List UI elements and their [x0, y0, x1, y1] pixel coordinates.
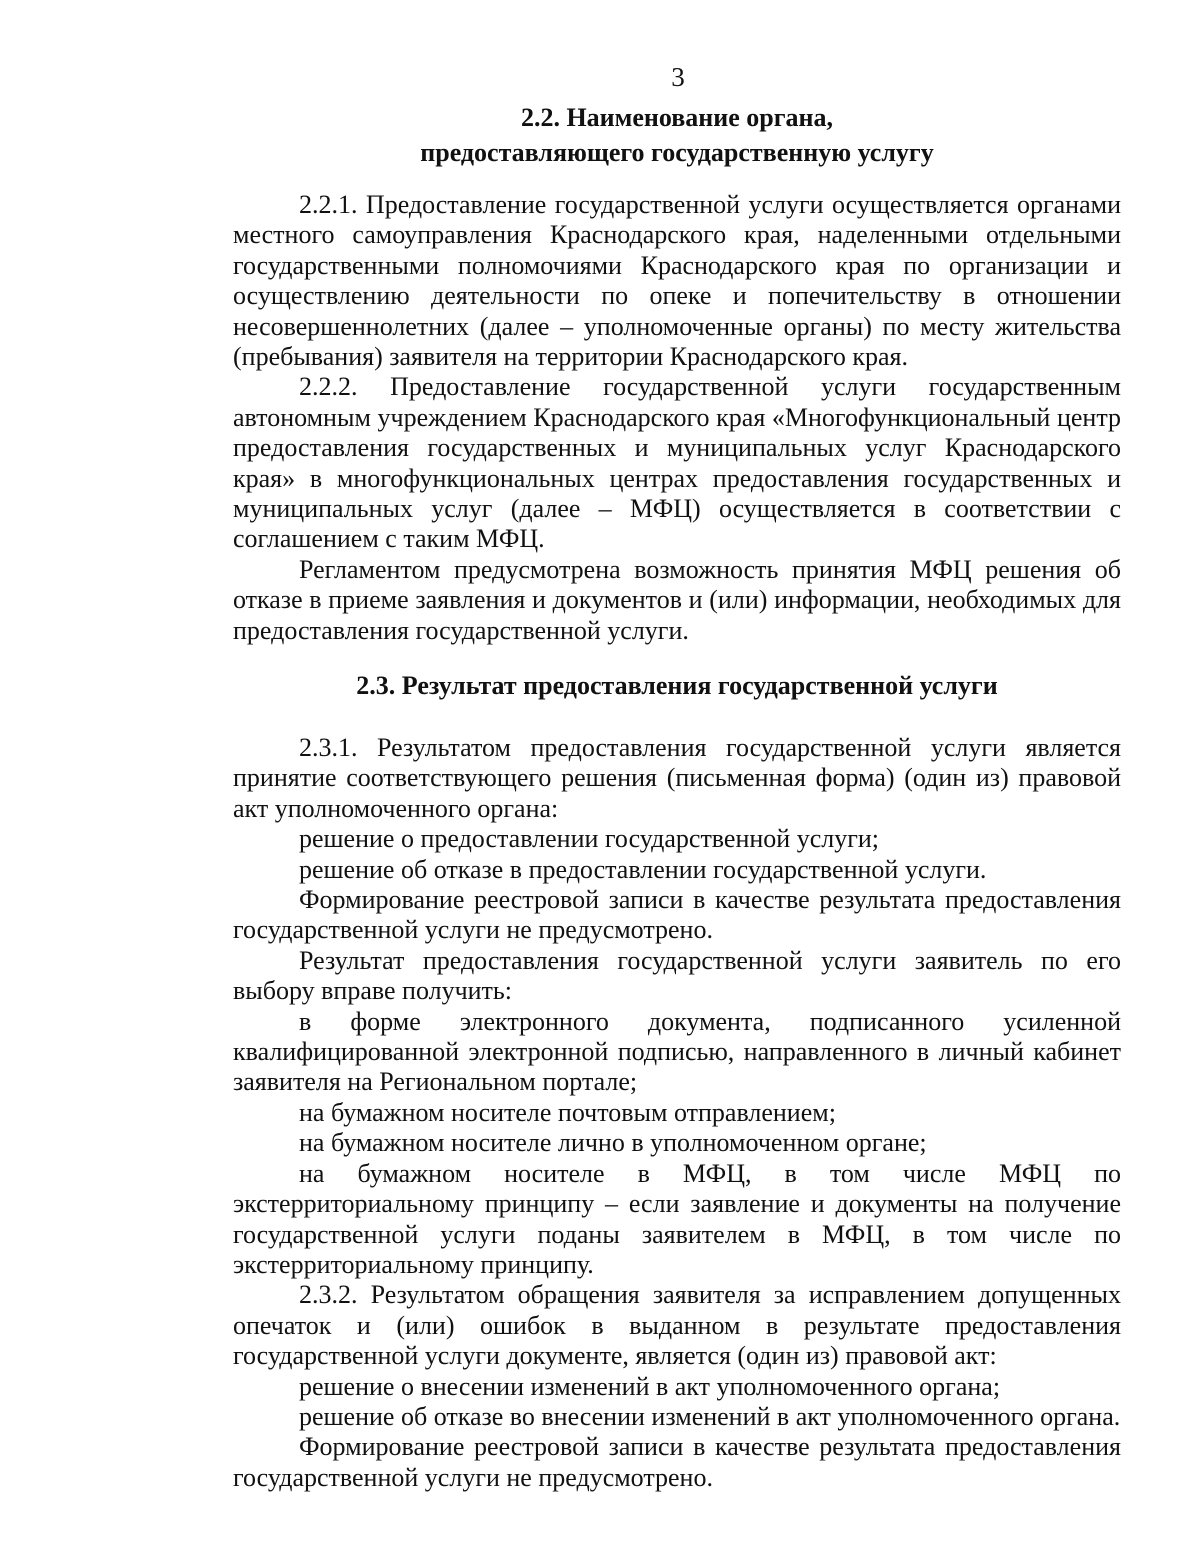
paragraph-result-delivery: Результат предоставления государственной услуги заявитель по его выбору вправе получить: — [233, 945, 1121, 1006]
list-item: на бумажном носителе лично в уполномоченном органе; — [299, 1128, 927, 1158]
list-item: решение о предоставлении государственной услуги; — [299, 824, 880, 854]
page-number: 3 — [671, 62, 685, 92]
paragraph-mfc-refusal: Регламентом предусмотрена возможность принятия МФЦ решения об отказе в приеме заявления и документов и (или) информации, необходимых для предоставления государственной услуги. — [233, 554, 1121, 645]
list-item: решение об отказе в предоставлении государственной услуги. — [299, 854, 987, 884]
section-2-2-heading-line2: предоставляющего государственную услугу — [420, 138, 934, 167]
list-item: решение об отказе во внесении изменений в акт уполномоченного органа. — [299, 1401, 1121, 1431]
section-2-2-body — [233, 190, 1121, 646]
paragraph-2-2-1: 2.2.1. Предоставление государственной услуги осуществляется органами местного самоуправления Краснодарского края, наделенными отдельными государственными полномочиями Краснодарского края по организации и осуществлению деятельности по опеке и попечительству в отношении несовершеннолетних (далее – уполномоченные органы) по месту жительства (пребывания) заявителя на территории Краснодарского края. — [233, 190, 1121, 372]
section-2-3-body — [233, 733, 1121, 1493]
list-item: решение о внесении изменений в акт уполномоченного органа; — [299, 1371, 1001, 1401]
section-2-3-heading: 2.3. Результат предоставления государственной услуги — [356, 671, 998, 700]
list-item: в форме электронного документа, подписанного усиленной квалифицированной электронной подписью, направленного в личный кабинет заявителя на Региональном портале; — [233, 1006, 1121, 1097]
list-item: на бумажном носителе в МФЦ, в том числе МФЦ по экстерриториальному принципу – если заявление и документы на получение государственной услуги поданы заявителем в МФЦ, в том числе по экстерриториальному принципу. — [233, 1158, 1121, 1279]
section-2-2-heading — [233, 100, 1121, 170]
list-item: на бумажном носителе почтовым отправлением; — [299, 1097, 836, 1127]
paragraph-registry-record: Формирование реестровой записи в качестве результата предоставления государственной услуги не предусмотрено. — [233, 885, 1121, 945]
paragraph-2-3-1: 2.3.1. Результатом предоставления государственной услуги является принятие соответствующего решения (письменная форма) (один из) правовой акт уполномоченного органа: — [233, 733, 1121, 823]
paragraph-2-3-2: 2.3.2. Результатом обращения заявителя за исправлением допущенных опечаток и (или) ошибок в выданном в результате предоставления государственной услуги документе, является (один из) правовой акт: — [233, 1280, 1121, 1371]
paragraph-2-2-2: 2.2.2. Предоставление государственной услуги государственным автономным учреждением Краснодарского края «Многофункциональный центр предоставления государственных и муниципальных услуг Краснодарского края» в многофункциональных центрах предоставления государственных и муниципальных услуг (далее – МФЦ) осуществляется в соответствии с соглашением с таким МФЦ. — [233, 372, 1121, 554]
paragraph-registry-record-2: Формирование реестровой записи в качестве результата предоставления государственной услуги не предусмотрено. — [233, 1432, 1121, 1492]
section-2-2-heading-line1: 2.2. Наименование органа, — [520, 103, 834, 132]
